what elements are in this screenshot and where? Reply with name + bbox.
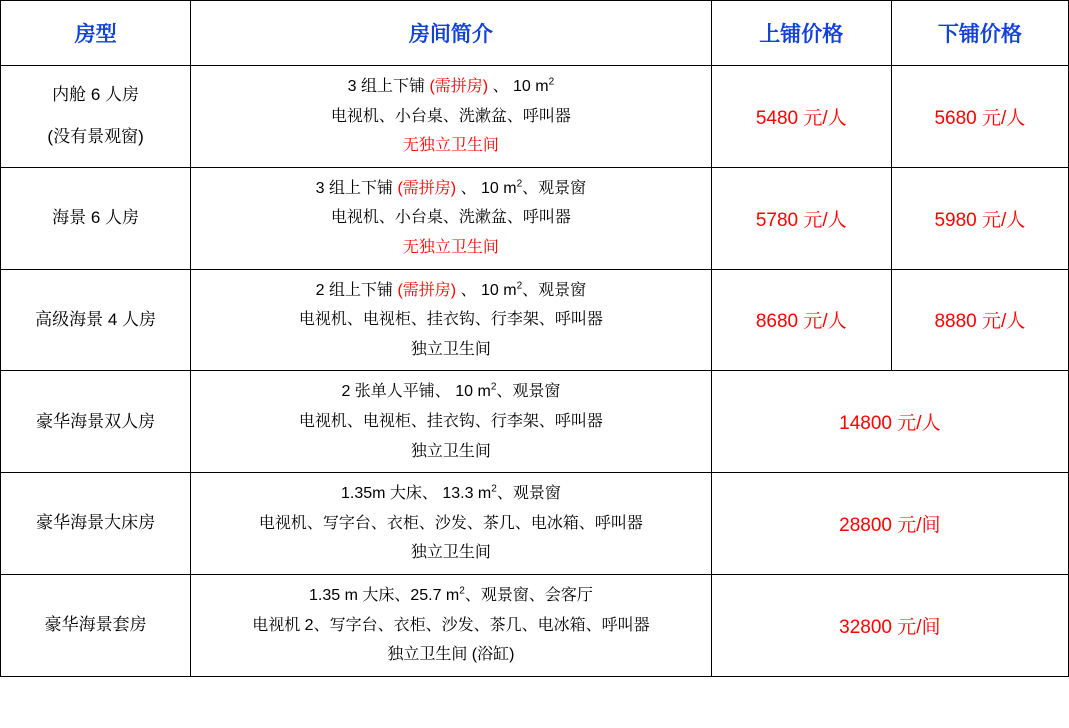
desc-line-1 [195, 72, 706, 102]
desc-share-note: (需拼房) [397, 179, 457, 197]
desc-share-note: (需拼房) [429, 78, 489, 95]
table-body [1, 66, 1069, 677]
cell-room-type [1, 66, 191, 168]
cell-lower-price: 5980 元/人 [891, 167, 1068, 269]
desc-area-unit-sup: 2 [548, 76, 555, 88]
desc-area: 、 10 m [460, 179, 517, 197]
desc-line-2: 电视机、小台桌、洗漱盆、呼叫器 [330, 107, 571, 125]
table-row [1, 574, 1069, 676]
desc-line-1 [195, 581, 706, 611]
desc-window: 、观景窗 [522, 281, 587, 299]
cell-lower-price: 8880 元/人 [891, 269, 1068, 371]
cell-room-desc [191, 167, 711, 269]
cell-room-desc [191, 371, 711, 473]
desc-beds: 1.35m 大床、 13.3 m [340, 485, 492, 503]
desc-line-2: 电视机、电视柜、挂衣钩、行李架、呼叫器 [298, 311, 603, 329]
header-room-type: 房型 [1, 1, 191, 66]
desc-line-1 [195, 174, 706, 204]
cell-room-type: 豪华海景大床房 [1, 473, 191, 575]
cell-room-type: 高级海景 4 人房 [1, 269, 191, 371]
cell-upper-price: 8680 元/人 [711, 269, 891, 371]
desc-line-2: 电视机、小台桌、洗漱盆、呼叫器 [330, 209, 571, 227]
row-spacer [5, 111, 186, 121]
desc-beds: 2 组上下铺 [315, 281, 393, 299]
desc-area: 、 10 m [492, 78, 549, 95]
table-row [1, 371, 1069, 473]
desc-line-2: 电视机 2、写字台、衣柜、沙发、茶几、电冰箱、呼叫器 [252, 616, 650, 634]
desc-window: 、观景窗、会客厅 [464, 586, 593, 604]
desc-share-note: (需拼房) [397, 281, 457, 299]
desc-line-1 [195, 276, 706, 306]
desc-window: 、观景窗 [496, 383, 561, 401]
cell-room-desc [191, 473, 711, 575]
cell-room-desc [191, 269, 711, 371]
desc-line-3: 独立卫生间 (浴缸) [387, 646, 515, 664]
cell-merged-price: 32800 元/间 [711, 574, 1068, 676]
cell-room-desc [191, 66, 711, 168]
room-type-main: 内舱 6 人房 [52, 85, 140, 105]
header-room-desc: 房间简介 [191, 1, 711, 66]
desc-window: 、观景窗 [496, 485, 561, 503]
desc-line-1 [195, 377, 706, 407]
cell-lower-price: 5680 元/人 [891, 66, 1068, 168]
cell-room-type: 豪华海景套房 [1, 574, 191, 676]
cell-merged-price: 28800 元/间 [711, 473, 1068, 575]
table-row [1, 167, 1069, 269]
table-header-row [1, 1, 1069, 66]
desc-line-2: 电视机、写字台、衣柜、沙发、茶几、电冰箱、呼叫器 [258, 514, 643, 532]
desc-line-3: 无独立卫生间 [402, 238, 499, 256]
desc-beds: 1.35 m 大床、25.7 m [308, 586, 460, 604]
desc-beds: 3 组上下铺 [315, 179, 393, 197]
cell-merged-price: 14800 元/人 [711, 371, 1068, 473]
cell-upper-price: 5480 元/人 [711, 66, 891, 168]
cell-upper-price: 5780 元/人 [711, 167, 891, 269]
desc-area-unit-sup: 2 [516, 178, 523, 190]
table-row [1, 473, 1069, 575]
cell-room-type: 海景 6 人房 [1, 167, 191, 269]
desc-line-3: 无独立卫生间 [402, 137, 499, 155]
header-lower-price: 下铺价格 [891, 1, 1068, 66]
table-row [1, 66, 1069, 168]
desc-line-3: 独立卫生间 [410, 340, 491, 358]
desc-area-unit-sup: 2 [491, 483, 497, 495]
desc-beds: 3 组上下铺 [347, 78, 425, 95]
room-type-sub: (没有景观窗) [47, 127, 144, 147]
desc-area: 、 10 m [460, 281, 517, 299]
desc-line-3: 独立卫生间 [410, 442, 491, 460]
desc-beds: 2 张单人平铺、 10 m [341, 383, 491, 401]
desc-line-1 [195, 479, 706, 509]
desc-line-3: 独立卫生间 [410, 544, 491, 562]
table-row [1, 269, 1069, 371]
desc-area-unit-sup: 2 [516, 280, 523, 292]
header-upper-price: 上铺价格 [711, 1, 891, 66]
desc-area-unit-sup: 2 [490, 382, 497, 394]
desc-line-2: 电视机、电视柜、挂衣钩、行李架、呼叫器 [298, 412, 603, 430]
cell-room-desc [191, 574, 711, 676]
desc-window: 、观景窗 [522, 179, 587, 197]
table-header [1, 1, 1069, 66]
desc-area-unit-sup: 2 [459, 585, 465, 597]
cell-room-type: 豪华海景双人房 [1, 371, 191, 473]
